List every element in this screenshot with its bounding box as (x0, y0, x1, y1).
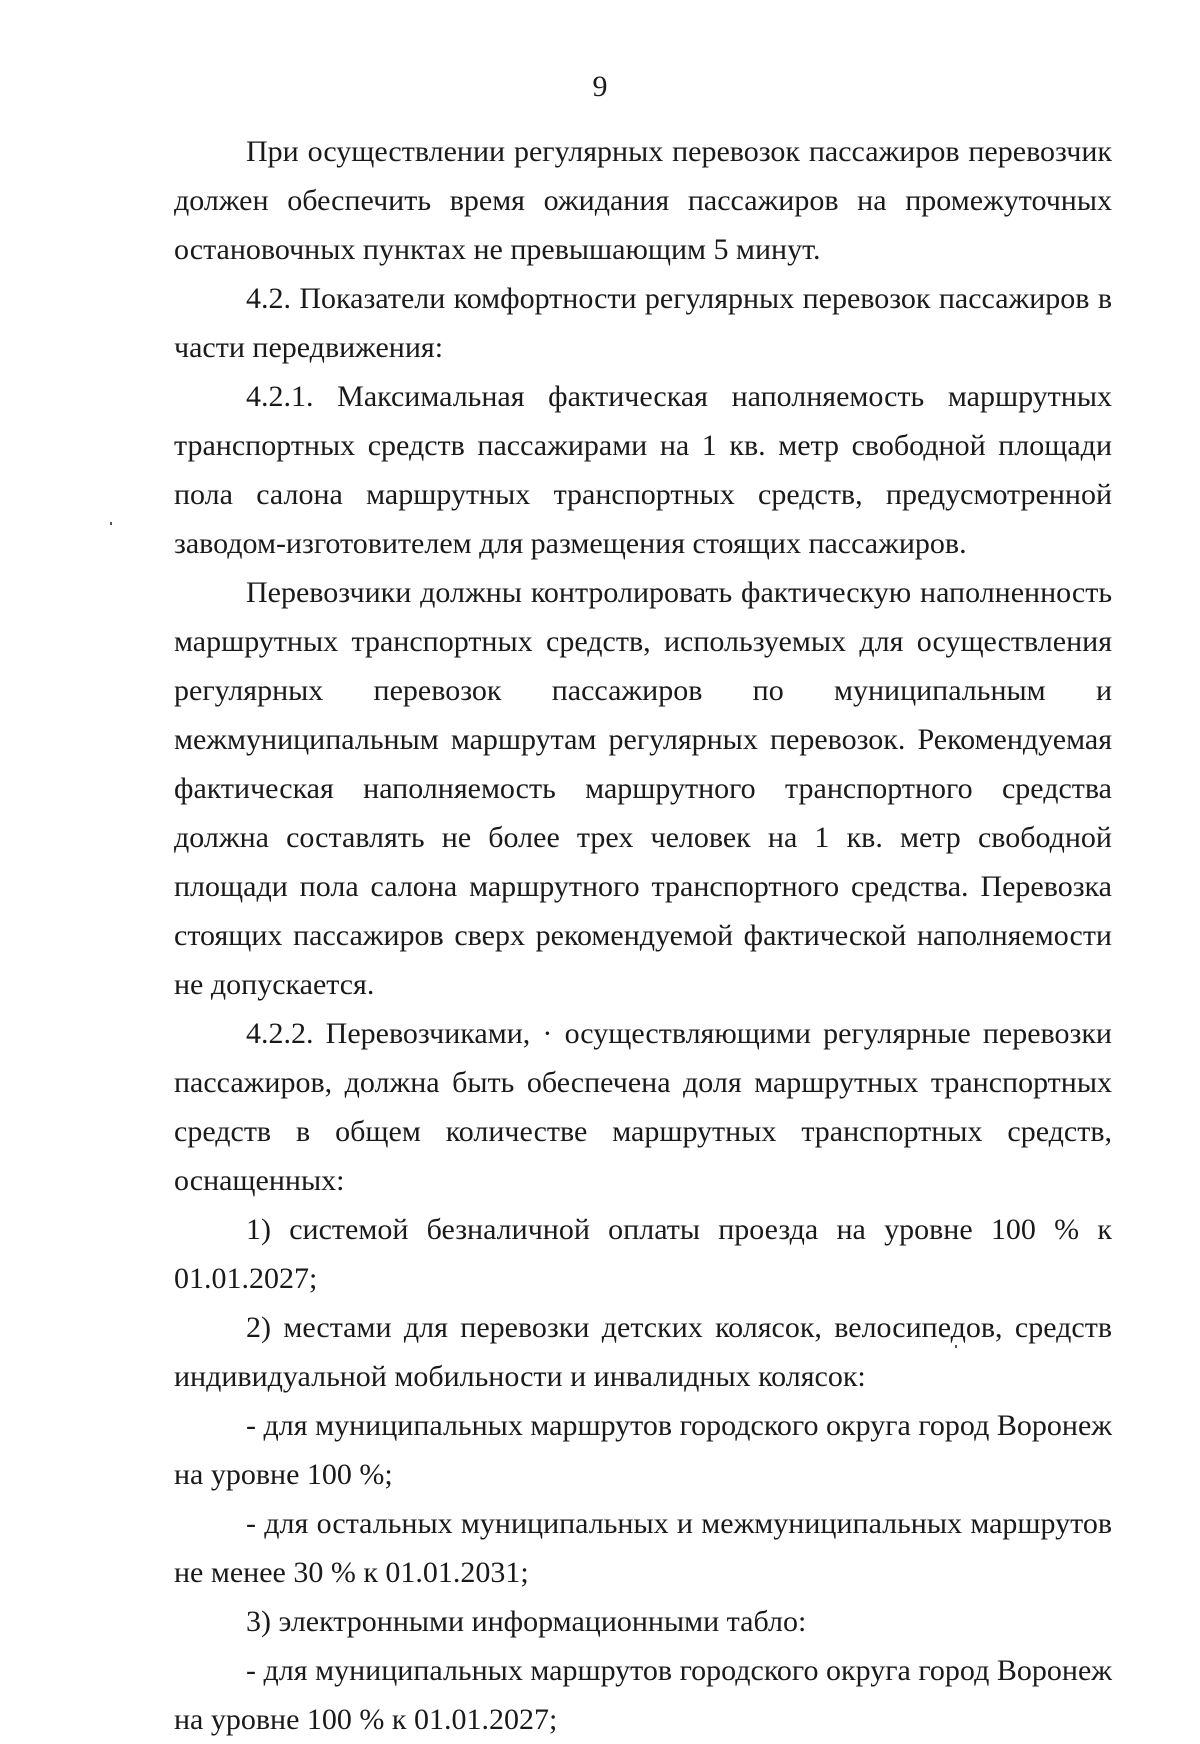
list-item-places: 2) местами для перевозки детских колясок, велосипедов, средств индивидуальной мобильности и инвалидных колясок: (174, 1311, 1112, 1393)
subitem-voronezh-places: - для муниципальных маршрутов городского округа город Воронеж на уровне 100 %; (174, 1409, 1112, 1491)
list-item-displays: 3) электронными информационными табло: (246, 1605, 807, 1638)
paragraph-4-2: 4.2. Показатели комфортности регулярных перевозок пассажиров в части передвижения: (174, 282, 1112, 364)
document-body (174, 127, 1112, 1744)
paragraph-4-2-2: 4.2.2. Перевозчиками, · осуществляющими регулярные перевозки пассажиров, должна быть обеспечена доля маршрутных транспортных средств в общем количестве маршрутных транспортных средств, оснащенных: (174, 1017, 1112, 1197)
paragraph-carriers-control: Перевозчики должны контролировать фактическую наполненность маршрутных транспортных средств, используемых для осуществления регулярных перевозок пассажиров по муниципальным и межмуниципальным маршрутам регулярных перевозок. Рекомендуемая фактическая наполняемость маршрутного транспортного средства должна составлять не более трех человек на 1 кв. метр свободной площади пола салона маршрутного транспортного средства. Перевозка стоящих пассажиров сверх рекомендуемой фактической наполняемости не допускается. (174, 576, 1112, 1001)
scan-speck (110, 522, 112, 525)
subitem-voronezh-displays: - для муниципальных маршрутов городского округа город Воронеж на уровне 100 % к 01.01.2027; (174, 1654, 1112, 1736)
page-number: 9 (592, 70, 608, 103)
scan-speck (955, 1345, 957, 1348)
subitem-other-routes: - для остальных муниципальных и межмуниципальных маршрутов не менее 30 % к 01.01.2031; (174, 1507, 1112, 1589)
paragraph-waiting-time: При осуществлении регулярных перевозок пассажиров перевозчик должен обеспечить время ожидания пассажиров на промежуточных остановочных пунктах не превышающим 5 минут. (174, 135, 1112, 266)
paragraph-4-2-1: 4.2.1. Максимальная фактическая наполняемость маршрутных транспортных средств пассажирами на 1 кв. метр свободной площади пола салона маршрутных транспортных средств, предусмотренной заводом-изготовителем для размещения стоящих пассажиров. (174, 380, 1112, 560)
list-item-cashless: 1) системой безналичной оплаты проезда на уровне 100 % к 01.01.2027; (174, 1213, 1112, 1295)
